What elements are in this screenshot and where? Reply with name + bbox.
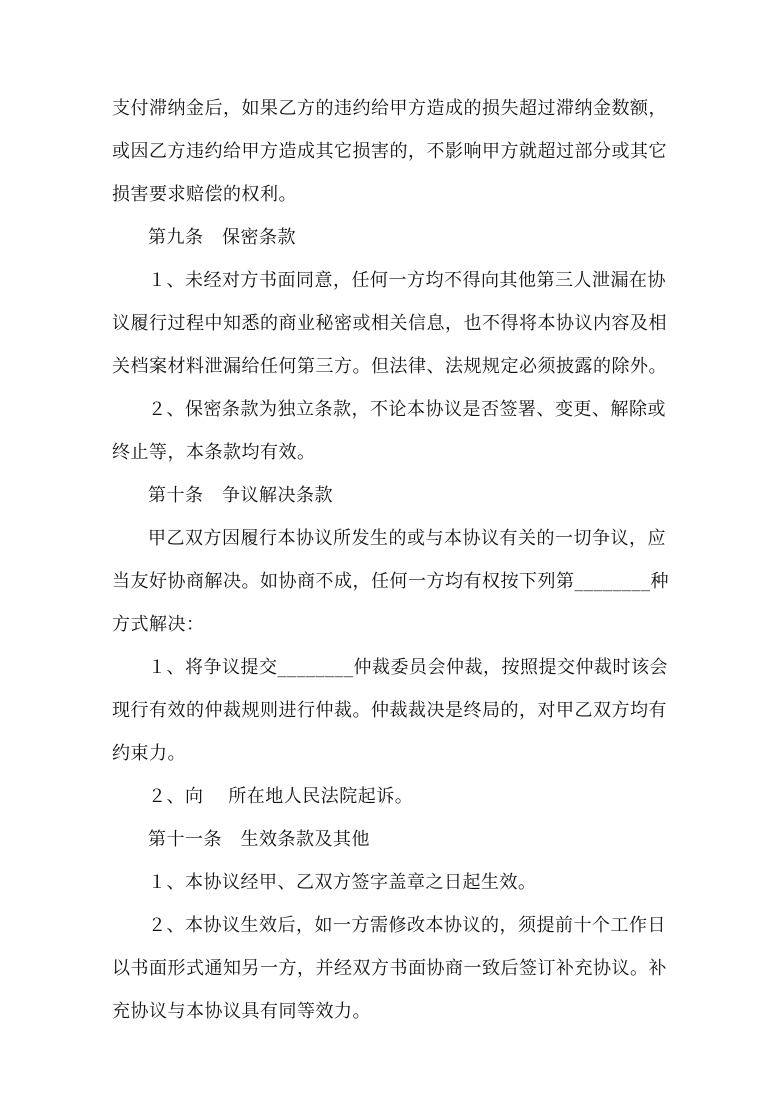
paragraph-line: ２、保密条款为独立条款，不论本协议是否签署、变更、解除或 [148,399,666,420]
paragraph-line: １、未经对方书面同意，任何一方均不得向其他第三人泄漏在协 [148,270,666,291]
paragraph-line: 以书面形式通知另一方，并经双方书面协商一致后签订补充协议。补 [112,958,667,979]
paragraph-line: １、将争议提交________仲裁委员会仲裁，按照提交仲裁时该会 [148,657,668,678]
paragraph-line: 终止等，本条款均有效。 [112,442,316,463]
paragraph-line: １、本协议经甲、乙双方签字盖章之日起生效。 [148,872,537,893]
paragraph-line: 现行有效的仲裁规则进行仲裁。仲裁裁决是终局的，对甲乙双方均有 [112,700,667,721]
paragraph-line: 关档案材料泄漏给任何第三方。但法律、法规规定必须披露的除外。 [112,356,667,377]
paragraph-line: 议履行过程中知悉的商业秘密或相关信息，也不得将本协议内容及相 [112,313,667,334]
paragraph-line: 充协议与本协议具有同等效力。 [112,1001,371,1022]
paragraph-line: 支付滞纳金后，如果乙方的违约给甲方造成的损失超过滞纳金数额， [112,98,667,119]
section-heading: 第十一条 生效条款及其他 [148,829,370,850]
paragraph-line: 约束力。 [112,743,186,764]
paragraph-line: ２、本协议生效后，如一方需修改本协议的，须提前十个工作日 [148,915,666,936]
paragraph-line: ２、向 所在地人民法院起诉。 [148,786,414,807]
section-heading: 第十条 争议解决条款 [148,485,333,506]
paragraph-line: 甲乙双方因履行本协议所发生的或与本协议有关的一切争议，应 [148,528,666,549]
paragraph-line: 方式解决： [112,614,205,635]
paragraph-line: 当友好协商解决。如协商不成，任何一方均有权按下列第________种 [112,571,669,592]
section-heading: 第九条 保密条款 [148,227,296,248]
paragraph-line: 损害要求赔偿的权利。 [112,184,297,205]
paragraph-line: 或因乙方违约给甲方造成其它损害的，不影响甲方就超过部分或其它 [112,141,667,162]
